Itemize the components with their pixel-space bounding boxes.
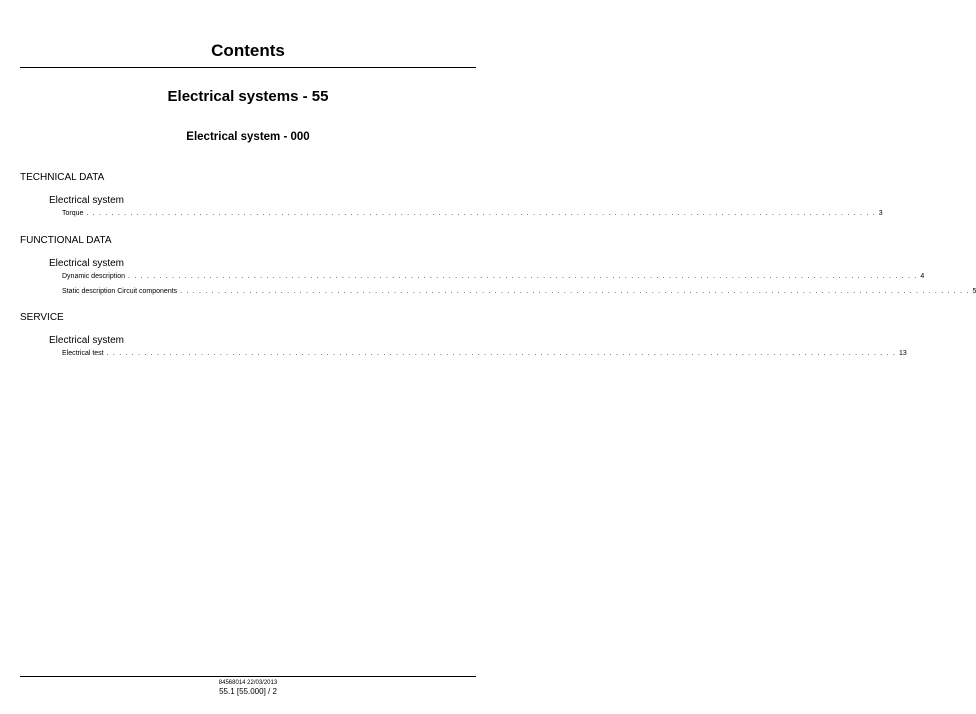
header-rule — [20, 67, 476, 68]
toc-leader-dots: . . . . . . . . . . . . . . . . . . . . . . . . . . . . . . . . . . . . . . . . . . . . . . . . . . . . . . . . . . . . . . . . . . . . . . . . . . . . . . . . . . . . . . . . . . . . . . . . . . . . . . . . . . . . . . . . . . . . . . . . . . . . . . — [180, 288, 970, 295]
footer-page-label: 55.1 [55.000] / 2 — [219, 687, 277, 696]
group-subheading: Electrical system — [49, 258, 125, 269]
toc-entry-page: 5 — [972, 288, 976, 295]
group-subheading: Electrical system — [49, 195, 125, 206]
footer-rule — [20, 676, 476, 677]
toc-entry-label: Dynamic description — [62, 273, 126, 280]
section-title: Electrical system - 000 — [186, 131, 310, 143]
toc-entry[interactable] — [62, 209, 883, 218]
toc-entry-label: Static description Circuit components — [62, 288, 178, 295]
toc-group-functional-data — [20, 235, 976, 296]
footer-reference: 84568014 22/03/2013 — [218, 680, 278, 686]
group-heading: FUNCTIONAL DATA — [20, 235, 112, 246]
toc-entry[interactable] — [62, 349, 907, 358]
group-subheading: Electrical system — [49, 335, 125, 346]
toc-leader-dots: . . . . . . . . . . . . . . . . . . . . . . . . . . . . . . . . . . . . . . . . . . . . . . . . . . . . . . . . . . . . . . . . . . . . . . . . . . . . . . . . . . . . . . . . . . . . . . . . . . . . . . . . . . . . . . . . . . . . . . . . . . . . . . — [86, 210, 876, 217]
toc-entry-page: 13 — [898, 350, 907, 357]
group-heading: TECHNICAL DATA — [20, 172, 105, 183]
toc-entry[interactable] — [62, 287, 976, 296]
toc-group-service — [20, 312, 907, 358]
toc-entry[interactable] — [62, 272, 925, 281]
toc-leader-dots: . . . . . . . . . . . . . . . . . . . . . . . . . . . . . . . . . . . . . . . . . . . . . . . . . . . . . . . . . . . . . . . . . . . . . . . . . . . . . . . . . . . . . . . . . . . . . . . . . . . . . . . . . . . . . . . . . . . . . . . . . . . . . . — [128, 273, 918, 280]
chapter-title: Electrical systems - 55 — [167, 88, 329, 105]
page-title: Contents — [211, 41, 285, 60]
toc-leader-dots: . . . . . . . . . . . . . . . . . . . . . . . . . . . . . . . . . . . . . . . . . . . . . . . . . . . . . . . . . . . . . . . . . . . . . . . . . . . . . . . . . . . . . . . . . . . . . . . . . . . . . . . . . . . . . . . . . . . . . . . . . . . . . . — [106, 350, 896, 357]
toc-group-technical-data — [20, 172, 883, 218]
toc-entry-label: Torque — [62, 210, 84, 217]
toc-entry-label: Electrical test — [62, 350, 104, 357]
toc-entry-page: 4 — [920, 273, 925, 280]
toc-entry-page: 3 — [878, 210, 883, 217]
group-heading: SERVICE — [20, 312, 64, 323]
